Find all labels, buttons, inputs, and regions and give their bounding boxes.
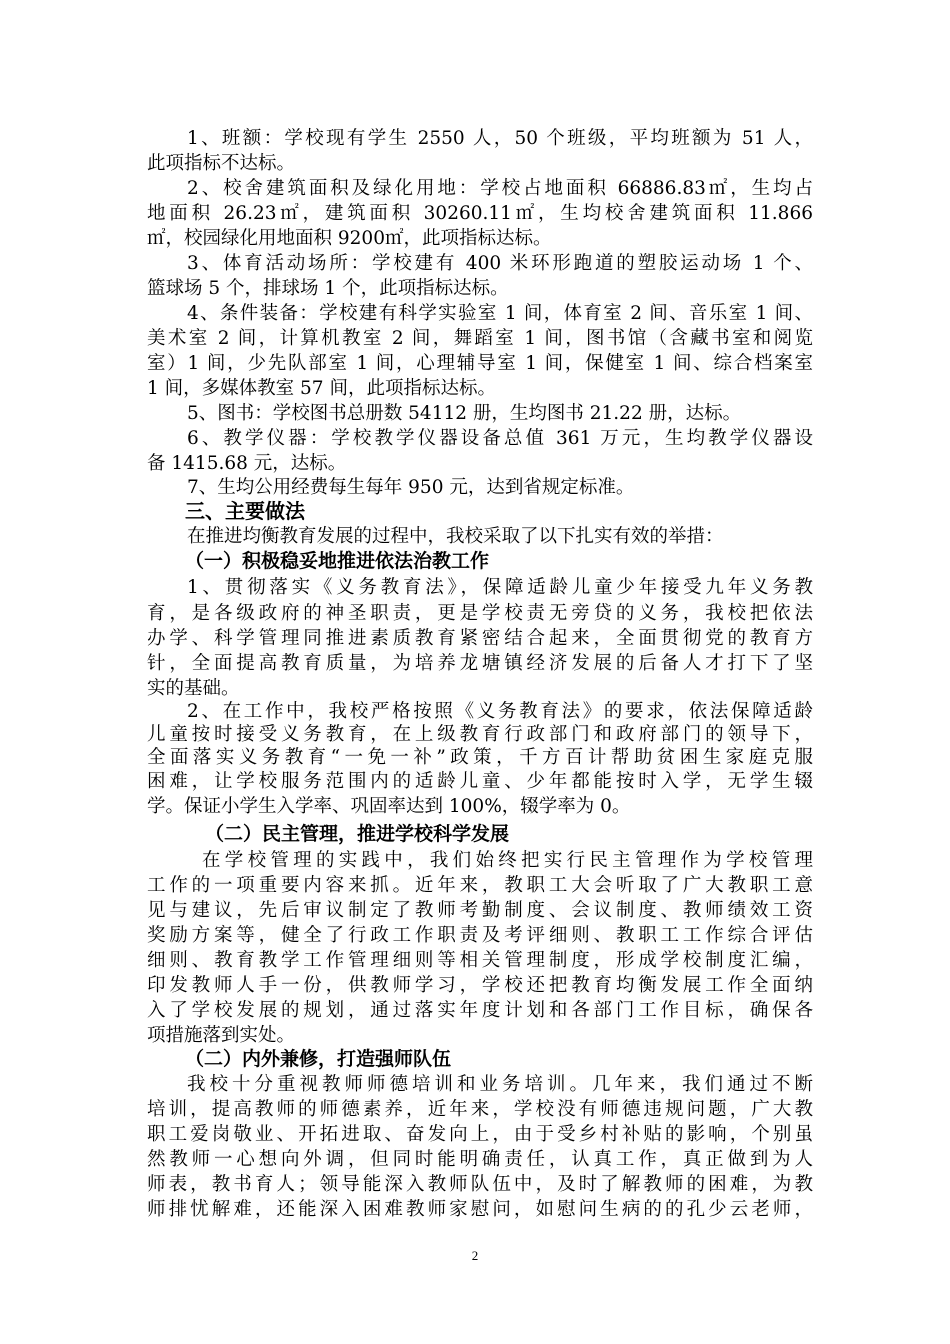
paragraph-line: 入了学校发展的规划，通过落实年度计划和各部门工作目标，确保各 [147,1000,813,1021]
paragraph-line: 办学、科学管理同推进素质教育紧密结合起来，全面贯彻党的教育方 [147,628,813,649]
paragraph-line: 师表，教书育人；领导能深入教师队伍中，及时了解教师的困难，为教 [147,1174,813,1195]
paragraph-line: 3、体育活动场所：学校建有 400 米环形跑道的塑胶运动场 1 个、 [187,253,813,274]
paragraph-line: 室）1 间，少先队部室 1 间，心理辅导室 1 间，保健室 1 间、综合档案室 [147,353,813,374]
paragraph-line: 2、在工作中，我校严格按照《义务教育法》的要求，依法保障适龄 [187,701,813,722]
paragraph-line: 篮球场 5 个，排球场 1 个，此项指标达标。 [147,278,509,299]
paragraph-line: 5、图书：学校图书总册数 54112 册，生均图书 21.22 册，达标。 [187,403,742,424]
paragraph-line: 学。保证小学生入学率、巩固率达到 100%，辍学率为 0。 [147,796,631,817]
paragraph-line: 1、贯彻落实《义务教育法》，保障适龄儿童少年接受九年义务教 [187,577,813,598]
paragraph-line: 师排忧解难，还能深入困难教师家慰问，如慰问生病的的孔少云老师， [147,1199,813,1220]
subsection-heading: （二）内外兼修，打造强师队伍 [185,1048,452,1070]
subsection-heading: （一）积极稳妥地推进依法治教工作 [185,550,490,572]
paragraph-line: 在推进均衡教育发展的过程中，我校采取了以下扎实有效的举措： [187,526,724,547]
paragraph-line: ㎡，校园绿化用地面积 9200㎡，此项指标达标。 [147,228,552,249]
paragraph-line: 地面积 26.23㎡，建筑面积 30260.11㎡，生均校舍建筑面积 11.866 [147,203,813,224]
paragraph-line: 困难，让学校服务范围内的适龄儿童、少年都能按时入学，无学生辍 [147,771,813,792]
paragraph-line: 4、条件装备：学校建有科学实验室 1 间，体育室 2 间、音乐室 1 间、 [187,303,813,324]
paragraph-line: 儿童按时接受义务教育，在上级教育行政部门和政府部门的领导下， [147,724,813,745]
paragraph-line: 备 1415.68 元，达标。 [147,453,347,474]
paragraph-line: 我校十分重视教师师德培训和业务培训。几年来，我们通过不断 [187,1074,813,1095]
paragraph-line: 7、生均公用经费每生每年 950 元，达到省规定标准。 [187,477,635,498]
paragraph-line: 见与建议，先后审议制定了教师考勤制度、会议制度、教师绩效工资 [147,900,813,921]
paragraph-line: 6、教学仪器：学校教学仪器设备总值 361 万元，生均教学仪器设 [187,428,813,449]
page-number: 2 [471,1248,479,1263]
paragraph-line: 育，是各级政府的神圣职责，更是学校责无旁贷的义务，我校把依法 [147,603,813,624]
paragraph-line: 美术室 2 间，计算机教室 2 间，舞蹈室 1 间，图书馆（含藏书室和阅览 [147,328,813,349]
section-heading: 三、主要做法 [185,499,305,523]
paragraph-line: 此项指标不达标。 [147,153,296,174]
paragraph-line: 项措施落到实处。 [147,1025,296,1046]
paragraph-line: 在学校管理的实践中，我们始终把实行民主管理作为学校管理 [202,850,813,871]
paragraph-line: 奖励方案等，健全了行政工作职责及考评细则、教职工工作综合评估 [147,925,813,946]
paragraph-line: 职工爱岗敬业、开拓进取、奋发向上，由于受乡村补贴的影响，个别虽 [147,1124,813,1145]
paragraph-line: 针，全面提高教育质量，为培养龙塘镇经济发展的后备人才打下了坚 [147,653,813,674]
paragraph-line: 印发教师人手一份，供教师学习，学校还把教育均衡发展工作全面纳 [147,975,813,996]
paragraph-line: 然教师一心想向外调，但同时能明确责任，认真工作，真正做到为人 [147,1149,813,1170]
paragraph-line: 全面落实义务教育“一免一补”政策，千方百计帮助贫困生家庭克服 [147,747,813,768]
paragraph-line: 2、校舍建筑面积及绿化用地：学校占地面积 66886.83㎡，生均占 [187,178,813,199]
paragraph-line: 工作的一项重要内容来抓。近年来，教职工大会听取了广大教职工意 [147,875,813,896]
paragraph-line: 培训，提高教师的师德素养，近年来，学校没有师德违规问题，广大教 [147,1099,813,1120]
paragraph-line: 1 间，多媒体教室 57 间，此项指标达标。 [147,378,496,399]
paragraph-line: 实的基础。 [147,678,240,699]
paragraph-line: 细则、教育教学工作管理细则等相关管理制度，形成学校制度汇编， [147,950,813,971]
subsection-heading: （二）民主管理，推进学校科学发展 [205,823,510,845]
paragraph-line: 1、班额：学校现有学生 2550 人，50 个班级，平均班额为 51 人， [187,128,813,149]
